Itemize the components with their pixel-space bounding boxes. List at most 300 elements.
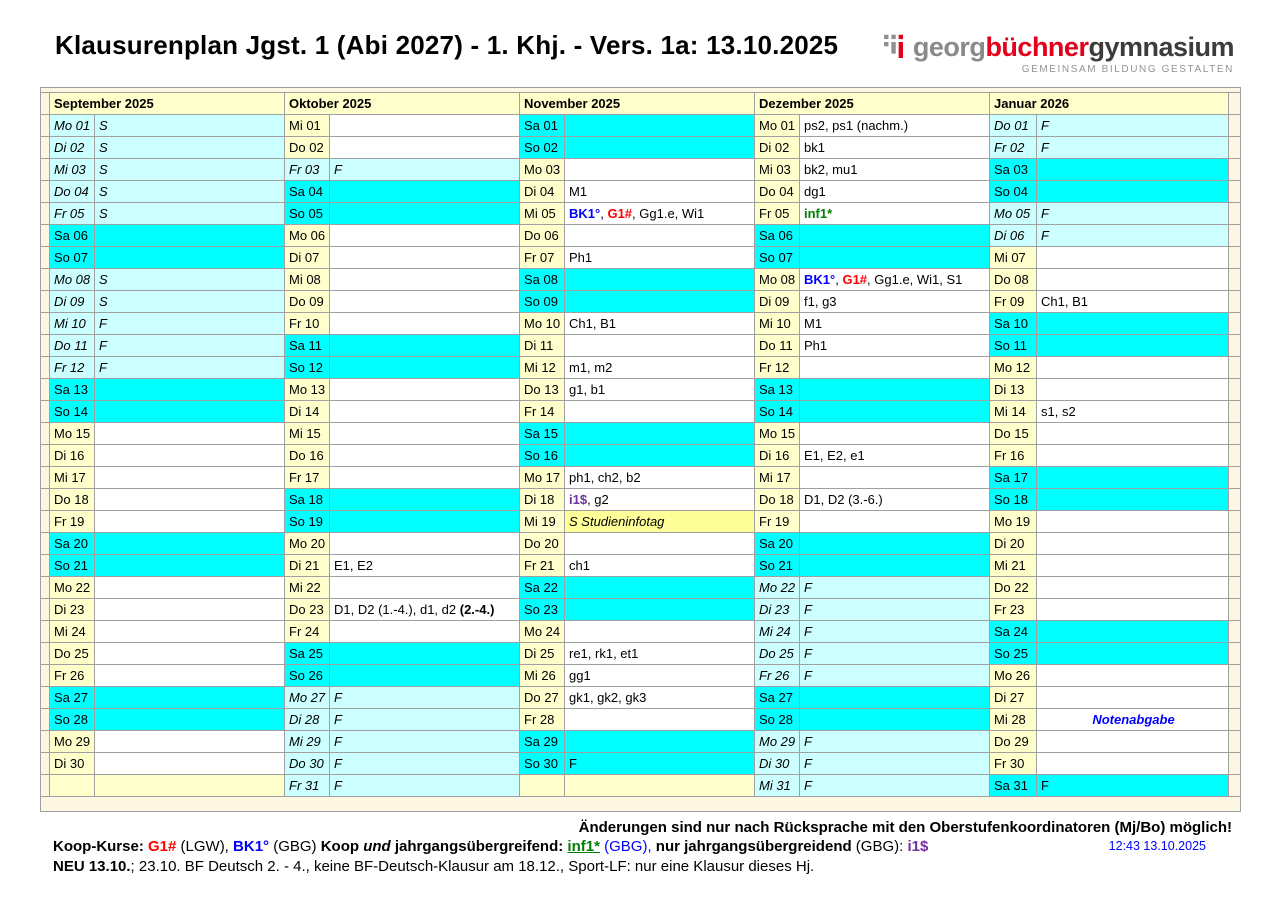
day-label-cell: Do 06 xyxy=(520,225,565,247)
day-label-cell: Mi 24 xyxy=(50,621,95,643)
table-frame-strip xyxy=(41,225,50,247)
day-label-cell: Sa 13 xyxy=(50,379,95,401)
table-frame-strip xyxy=(41,577,50,599)
day-entry-cell xyxy=(1037,489,1229,511)
day-label-cell: Sa 22 xyxy=(520,577,565,599)
day-entry-cell xyxy=(95,621,285,643)
koop-legend: Koop-Kurse: G1# (LGW), BK1° (GBG) Koop und jahrgangsübergreifend: inf1* (GBG), nur jahrgangsübergreidend (GBG): i1$ xyxy=(53,838,929,855)
table-frame-strip xyxy=(1229,291,1241,313)
day-label-cell: Mi 15 xyxy=(285,423,330,445)
day-entry-cell xyxy=(95,401,285,423)
day-entry-cell: s1, s2 xyxy=(1037,401,1229,423)
day-entry-cell: gg1 xyxy=(565,665,755,687)
page-title: Klausurenplan Jgst. 1 (Abi 2027) - 1. Khj. - Vers. 1a: 13.10.2025 xyxy=(55,30,839,60)
day-label-cell: So 04 xyxy=(990,181,1037,203)
day-entry-cell xyxy=(330,137,520,159)
day-entry-cell xyxy=(1037,357,1229,379)
day-entry-cell: F xyxy=(1037,775,1229,797)
day-entry-cell: F xyxy=(330,687,520,709)
day-entry-cell: S xyxy=(95,291,285,313)
day-label-cell: Mi 01 xyxy=(285,115,330,137)
day-entry-cell: g1, b1 xyxy=(565,379,755,401)
day-entry-cell: gk1, gk2, gk3 xyxy=(565,687,755,709)
day-label-cell: Fr 26 xyxy=(755,665,800,687)
day-label-cell: Fr 05 xyxy=(50,203,95,225)
day-label-cell: Fr 09 xyxy=(990,291,1037,313)
day-label-cell: Mi 07 xyxy=(990,247,1037,269)
day-label-cell: Mi 08 xyxy=(285,269,330,291)
day-entry-cell xyxy=(1037,753,1229,775)
day-entry-cell xyxy=(95,533,285,555)
day-entry-cell: BK1°, G1#, Gg1.e, Wi1 xyxy=(565,203,755,225)
day-label-cell: Do 15 xyxy=(990,423,1037,445)
day-entry-cell: i1$, g2 xyxy=(565,489,755,511)
table-frame-strip xyxy=(41,159,50,181)
day-label-cell: Do 01 xyxy=(990,115,1037,137)
day-label-cell: So 23 xyxy=(520,599,565,621)
day-label-cell: Do 16 xyxy=(285,445,330,467)
day-label-cell: So 11 xyxy=(990,335,1037,357)
day-label-cell: Do 27 xyxy=(520,687,565,709)
table-frame-strip xyxy=(1229,731,1241,753)
day-entry-cell xyxy=(800,379,990,401)
day-entry-cell: Ph1 xyxy=(565,247,755,269)
table-frame-strip xyxy=(1229,775,1241,797)
day-entry-cell xyxy=(800,247,990,269)
day-label-cell: Sa 29 xyxy=(520,731,565,753)
day-label-cell: Sa 20 xyxy=(50,533,95,555)
table-frame-strip xyxy=(41,423,50,445)
day-entry-cell xyxy=(330,225,520,247)
day-entry-cell: S xyxy=(95,203,285,225)
day-label-cell: Sa 08 xyxy=(520,269,565,291)
day-entry-cell xyxy=(95,643,285,665)
day-entry-cell xyxy=(565,401,755,423)
day-label-cell: Di 14 xyxy=(285,401,330,423)
day-entry-cell xyxy=(330,401,520,423)
table-frame-strip xyxy=(1229,621,1241,643)
day-label-cell: Di 27 xyxy=(990,687,1037,709)
day-label-cell: Do 23 xyxy=(285,599,330,621)
day-label-cell: So 30 xyxy=(520,753,565,775)
table-frame-strip xyxy=(41,467,50,489)
day-label-cell: Sa 11 xyxy=(285,335,330,357)
day-label-cell: Sa 17 xyxy=(990,467,1037,489)
day-label-cell: Di 07 xyxy=(285,247,330,269)
day-label-cell: Sa 27 xyxy=(50,687,95,709)
day-entry-cell: F xyxy=(800,665,990,687)
table-frame-strip xyxy=(41,137,50,159)
day-label-cell: So 14 xyxy=(755,401,800,423)
day-label-cell: Mi 28 xyxy=(990,709,1037,731)
day-label-cell: So 14 xyxy=(50,401,95,423)
day-label-cell: So 21 xyxy=(50,555,95,577)
day-entry-cell xyxy=(330,445,520,467)
day-label-cell: Fr 07 xyxy=(520,247,565,269)
day-label-cell: Mo 29 xyxy=(50,731,95,753)
table-frame-strip xyxy=(1229,247,1241,269)
day-label-cell: Di 04 xyxy=(520,181,565,203)
day-entry-cell xyxy=(330,379,520,401)
day-entry-cell xyxy=(1037,643,1229,665)
day-entry-cell: Ch1, B1 xyxy=(1037,291,1229,313)
day-entry-cell xyxy=(565,335,755,357)
day-entry-cell xyxy=(95,665,285,687)
day-label-cell: Do 29 xyxy=(990,731,1037,753)
day-entry-cell xyxy=(95,753,285,775)
day-entry-cell xyxy=(95,379,285,401)
day-label-cell: Mo 22 xyxy=(755,577,800,599)
logo-text-gymnasium: gymnasium xyxy=(1088,32,1234,62)
day-label-cell: Do 22 xyxy=(990,577,1037,599)
day-entry-cell xyxy=(1037,181,1229,203)
day-entry-cell: Ch1, B1 xyxy=(565,313,755,335)
table-frame-strip xyxy=(1229,467,1241,489)
day-entry-cell xyxy=(565,577,755,599)
neu-note: NEU 13.10.; 23.10. BF Deutsch 2. - 4., keine BF-Deutsch-Klausur am 18.12., Sport-LF: nur eine Klausur dieses Hj. xyxy=(53,858,815,875)
day-label-cell: Sa 20 xyxy=(755,533,800,555)
day-entry-cell xyxy=(565,137,755,159)
day-entry-cell xyxy=(95,687,285,709)
day-entry-cell: E1, E2, e1 xyxy=(800,445,990,467)
day-label-cell: Di 09 xyxy=(755,291,800,313)
day-label-cell: Di 30 xyxy=(50,753,95,775)
day-entry-cell xyxy=(1037,379,1229,401)
day-label-cell: Di 30 xyxy=(755,753,800,775)
day-entry-cell xyxy=(95,577,285,599)
table-frame-strip xyxy=(41,357,50,379)
day-entry-cell: F xyxy=(800,753,990,775)
table-frame-strip xyxy=(1229,709,1241,731)
day-label-cell: So 12 xyxy=(285,357,330,379)
day-label-cell: Mo 20 xyxy=(285,533,330,555)
day-label-cell: Fr 24 xyxy=(285,621,330,643)
day-label-cell: Di 09 xyxy=(50,291,95,313)
day-label-cell: Do 08 xyxy=(990,269,1037,291)
day-label-cell: Fr 12 xyxy=(755,357,800,379)
day-label-cell: Mo 27 xyxy=(285,687,330,709)
day-label-cell: Do 11 xyxy=(50,335,95,357)
day-label-cell: So 05 xyxy=(285,203,330,225)
day-entry-cell: F xyxy=(95,335,285,357)
day-entry-cell: f1, g3 xyxy=(800,291,990,313)
day-label-cell: Fr 31 xyxy=(285,775,330,797)
table-frame-strip xyxy=(41,533,50,555)
day-label-cell: Fr 30 xyxy=(990,753,1037,775)
day-label-cell: Sa 27 xyxy=(755,687,800,709)
day-label-cell: Mo 08 xyxy=(755,269,800,291)
day-label-cell: Mo 24 xyxy=(520,621,565,643)
table-frame-strip xyxy=(41,247,50,269)
day-entry-cell xyxy=(800,401,990,423)
day-entry-cell xyxy=(1037,467,1229,489)
month-header-1: September 2025 xyxy=(50,93,285,115)
day-entry-cell xyxy=(95,423,285,445)
table-frame-strip xyxy=(41,313,50,335)
day-label-cell: Fr 19 xyxy=(50,511,95,533)
day-entry-cell: M1 xyxy=(800,313,990,335)
day-entry-cell xyxy=(1037,665,1229,687)
table-frame-strip xyxy=(41,511,50,533)
day-label-cell: So 26 xyxy=(285,665,330,687)
day-entry-cell xyxy=(800,687,990,709)
day-entry-cell xyxy=(95,489,285,511)
day-label-cell: Di 23 xyxy=(755,599,800,621)
day-label-cell: Mi 12 xyxy=(520,357,565,379)
day-entry-cell: BK1°, G1#, Gg1.e, Wi1, S1 xyxy=(800,269,990,291)
exam-calendar-table xyxy=(40,87,1241,812)
table-frame-strip xyxy=(1229,489,1241,511)
day-label-cell: Do 13 xyxy=(520,379,565,401)
day-entry-cell xyxy=(95,247,285,269)
day-label-cell: Do 25 xyxy=(755,643,800,665)
timestamp: 12:43 13.10.2025 xyxy=(1108,839,1206,853)
day-entry-cell xyxy=(565,599,755,621)
day-label-cell: So 16 xyxy=(520,445,565,467)
table-frame-strip xyxy=(41,269,50,291)
day-entry-cell xyxy=(1037,731,1229,753)
day-entry-cell: F xyxy=(800,731,990,753)
day-label-cell: So 02 xyxy=(520,137,565,159)
day-entry-cell xyxy=(565,621,755,643)
day-label-cell xyxy=(520,775,565,797)
table-frame-strip xyxy=(41,335,50,357)
day-entry-cell xyxy=(565,291,755,313)
day-entry-cell xyxy=(330,643,520,665)
day-entry-cell: F xyxy=(800,621,990,643)
day-label-cell: Di 11 xyxy=(520,335,565,357)
day-label-cell: Do 04 xyxy=(50,181,95,203)
day-entry-cell xyxy=(95,225,285,247)
day-entry-cell xyxy=(330,621,520,643)
table-frame-strip xyxy=(1229,225,1241,247)
day-label-cell: Sa 06 xyxy=(755,225,800,247)
day-label-cell: Do 18 xyxy=(50,489,95,511)
day-entry-cell xyxy=(95,467,285,489)
day-entry-cell: M1 xyxy=(565,181,755,203)
day-entry-cell xyxy=(95,775,285,797)
day-entry-cell xyxy=(800,467,990,489)
day-entry-cell xyxy=(1037,423,1229,445)
day-label-cell: Fr 03 xyxy=(285,159,330,181)
day-entry-cell xyxy=(1037,159,1229,181)
day-entry-cell xyxy=(330,423,520,445)
day-label-cell: Sa 15 xyxy=(520,423,565,445)
table-frame-strip xyxy=(1229,753,1241,775)
day-label-cell: Mo 15 xyxy=(755,423,800,445)
table-frame-strip xyxy=(41,753,50,775)
day-entry-cell xyxy=(1037,555,1229,577)
day-entry-cell xyxy=(330,511,520,533)
month-header-3: November 2025 xyxy=(520,93,755,115)
day-label-cell: Di 02 xyxy=(50,137,95,159)
month-header-5: Januar 2026 xyxy=(990,93,1229,115)
day-label-cell: Mi 05 xyxy=(520,203,565,225)
day-label-cell: Di 16 xyxy=(755,445,800,467)
day-label-cell: Sa 10 xyxy=(990,313,1037,335)
day-label-cell: Mi 03 xyxy=(50,159,95,181)
month-header-4: Dezember 2025 xyxy=(755,93,990,115)
day-entry-cell xyxy=(800,533,990,555)
day-entry-cell xyxy=(1037,533,1229,555)
day-label-cell: Mi 21 xyxy=(990,555,1037,577)
day-entry-cell: ch1 xyxy=(565,555,755,577)
day-label-cell: Fr 02 xyxy=(990,137,1037,159)
day-entry-cell xyxy=(1037,313,1229,335)
table-frame-strip xyxy=(41,181,50,203)
header xyxy=(55,24,1234,75)
table-frame-strip xyxy=(41,621,50,643)
day-label-cell: Fr 28 xyxy=(520,709,565,731)
day-entry-cell xyxy=(1037,445,1229,467)
day-label-cell: Mo 26 xyxy=(990,665,1037,687)
table-frame-strip xyxy=(41,643,50,665)
day-label-cell: Mi 29 xyxy=(285,731,330,753)
day-label-cell: Fr 16 xyxy=(990,445,1037,467)
day-entry-cell xyxy=(330,665,520,687)
table-frame-strip xyxy=(41,445,50,467)
day-entry-cell xyxy=(565,423,755,445)
day-entry-cell: S Studieninfotag xyxy=(565,511,755,533)
day-entry-cell: F xyxy=(800,643,990,665)
day-entry-cell: F xyxy=(330,731,520,753)
day-entry-cell: F xyxy=(95,357,285,379)
day-entry-cell xyxy=(95,709,285,731)
day-entry-cell: bk2, mu1 xyxy=(800,159,990,181)
day-entry-cell: F xyxy=(330,775,520,797)
day-label-cell: Do 09 xyxy=(285,291,330,313)
day-entry-cell xyxy=(95,445,285,467)
day-entry-cell xyxy=(330,335,520,357)
table-frame-strip xyxy=(41,93,50,115)
day-label-cell: Di 13 xyxy=(990,379,1037,401)
day-entry-cell xyxy=(330,533,520,555)
day-label-cell: Mi 19 xyxy=(520,511,565,533)
table-frame-strip xyxy=(1229,137,1241,159)
day-label-cell: Mi 17 xyxy=(755,467,800,489)
day-entry-cell xyxy=(1037,621,1229,643)
day-entry-cell xyxy=(330,357,520,379)
day-entry-cell xyxy=(800,423,990,445)
day-entry-cell xyxy=(565,731,755,753)
day-entry-cell xyxy=(330,489,520,511)
day-label-cell: Fr 26 xyxy=(50,665,95,687)
day-label-cell: Sa 01 xyxy=(520,115,565,137)
day-entry-cell xyxy=(1037,335,1229,357)
day-label-cell: Mi 17 xyxy=(50,467,95,489)
day-entry-cell: F xyxy=(330,159,520,181)
day-label-cell: Do 04 xyxy=(755,181,800,203)
day-entry-cell: Ph1 xyxy=(800,335,990,357)
table-frame-strip xyxy=(1229,379,1241,401)
day-entry-cell xyxy=(565,445,755,467)
day-entry-cell xyxy=(565,159,755,181)
table-frame-strip xyxy=(1229,203,1241,225)
day-entry-cell xyxy=(95,555,285,577)
day-entry-cell xyxy=(330,467,520,489)
day-label-cell xyxy=(50,775,95,797)
table-frame-strip xyxy=(41,665,50,687)
table-frame-strip xyxy=(1229,665,1241,687)
day-entry-cell xyxy=(95,511,285,533)
table-frame-strip xyxy=(41,203,50,225)
day-entry-cell xyxy=(95,599,285,621)
day-entry-cell: S xyxy=(95,137,285,159)
table-frame-strip xyxy=(1229,577,1241,599)
day-entry-cell xyxy=(800,225,990,247)
table-frame-strip xyxy=(1229,93,1241,115)
table-frame-strip xyxy=(1229,511,1241,533)
day-entry-cell xyxy=(565,115,755,137)
table-frame-strip xyxy=(41,731,50,753)
day-entry-cell xyxy=(330,577,520,599)
day-label-cell: Mo 15 xyxy=(50,423,95,445)
table-frame-strip xyxy=(1229,115,1241,137)
logo-tagline: GEMEINSAM BILDUNG GESTALTEN xyxy=(1021,64,1234,75)
table-frame-strip xyxy=(1229,159,1241,181)
day-entry-cell: F xyxy=(95,313,285,335)
day-entry-cell xyxy=(330,115,520,137)
table-frame-strip xyxy=(1229,533,1241,555)
logo-text-buechner: büchner xyxy=(985,32,1089,62)
table-frame-strip xyxy=(1229,599,1241,621)
day-label-cell: Mi 31 xyxy=(755,775,800,797)
day-entry-cell: m1, m2 xyxy=(565,357,755,379)
day-label-cell: Mo 10 xyxy=(520,313,565,335)
day-label-cell: Sa 04 xyxy=(285,181,330,203)
day-entry-cell: F xyxy=(565,753,755,775)
day-entry-cell: F xyxy=(1037,115,1229,137)
day-label-cell: Do 20 xyxy=(520,533,565,555)
day-label-cell: Mi 10 xyxy=(755,313,800,335)
day-entry-cell xyxy=(1037,269,1229,291)
day-entry-cell: S xyxy=(95,181,285,203)
day-entry-cell: F xyxy=(800,577,990,599)
table-frame-strip xyxy=(1229,643,1241,665)
day-entry-cell xyxy=(1037,511,1229,533)
day-label-cell: So 25 xyxy=(990,643,1037,665)
day-label-cell: Sa 24 xyxy=(990,621,1037,643)
day-label-cell: Sa 18 xyxy=(285,489,330,511)
day-entry-cell xyxy=(330,181,520,203)
day-label-cell: Mi 14 xyxy=(990,401,1037,423)
table-frame-strip xyxy=(1229,445,1241,467)
month-header-2: Oktober 2025 xyxy=(285,93,520,115)
day-entry-cell: F xyxy=(330,753,520,775)
table-frame-strip xyxy=(41,687,50,709)
day-entry-cell xyxy=(565,533,755,555)
change-notice: Änderungen sind nur nach Rücksprache mit den Oberstufenkoordinatoren (Mj/Bo) möglich! xyxy=(578,819,1232,836)
day-label-cell: So 19 xyxy=(285,511,330,533)
day-label-cell: Sa 13 xyxy=(755,379,800,401)
day-label-cell: Mo 01 xyxy=(50,115,95,137)
day-label-cell: Fr 12 xyxy=(50,357,95,379)
day-label-cell: Mo 12 xyxy=(990,357,1037,379)
table-frame-strip xyxy=(41,401,50,423)
day-entry-cell: F xyxy=(800,775,990,797)
day-entry-cell xyxy=(1037,247,1229,269)
day-label-cell: Mo 05 xyxy=(990,203,1037,225)
day-label-cell: Di 23 xyxy=(50,599,95,621)
day-entry-cell: re1, rk1, et1 xyxy=(565,643,755,665)
day-label-cell: Mo 29 xyxy=(755,731,800,753)
day-label-cell: Di 06 xyxy=(990,225,1037,247)
day-label-cell: Di 16 xyxy=(50,445,95,467)
day-label-cell: Mo 03 xyxy=(520,159,565,181)
table-frame-strip xyxy=(1229,357,1241,379)
day-label-cell: Mo 06 xyxy=(285,225,330,247)
day-entry-cell: D1, D2 (3.-6.) xyxy=(800,489,990,511)
